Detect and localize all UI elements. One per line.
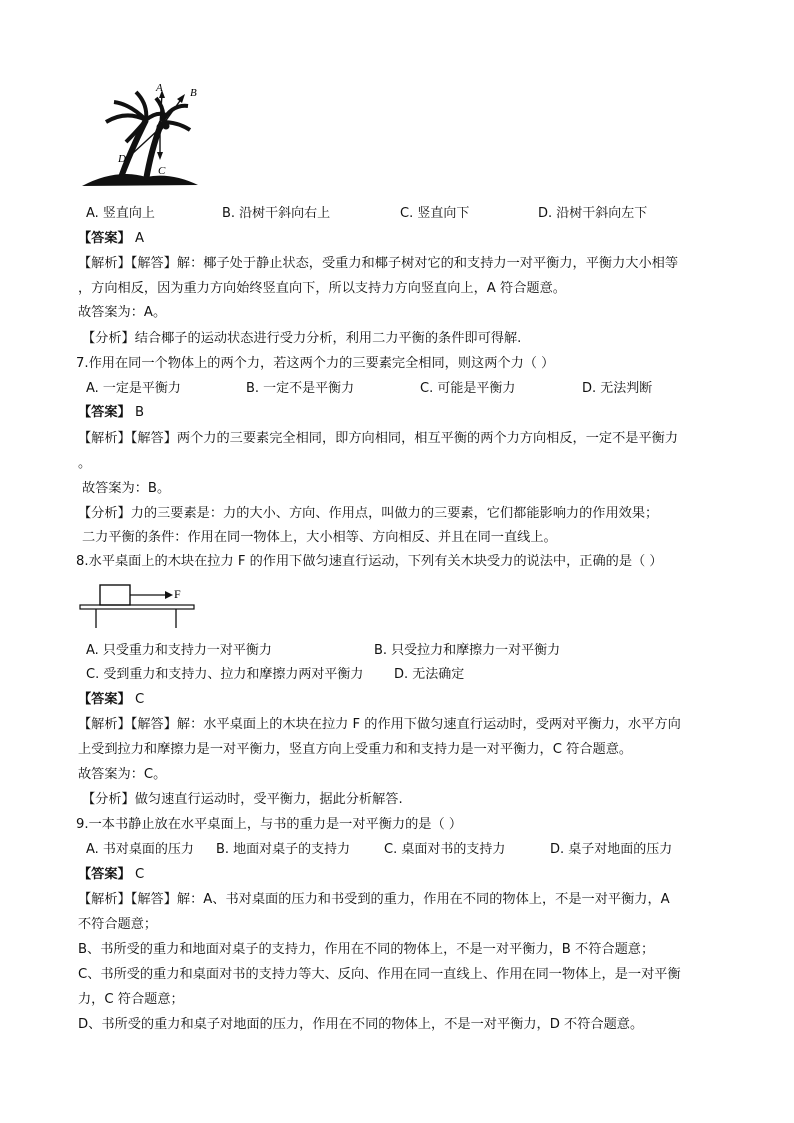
q7-analysis-line-1: 【解析】【解答】两个力的三要素完全相同，即方向相同，相互平衡的两个力方向相反，一定不是平衡力 bbox=[78, 431, 679, 446]
label-b: B bbox=[190, 87, 197, 99]
q6-analysis-line-2: ，方向相反，因为重力方向始终竖直向下，所以支持力方向竖直向上，A 符合题意。 bbox=[78, 281, 566, 296]
force-label: F bbox=[174, 587, 181, 601]
q6-answer: A bbox=[134, 231, 144, 246]
q9-answer-line bbox=[78, 866, 144, 884]
q6-analysis-line-1: 【解析】【解答】解：椰子处于静止状态，受重力和椰子树对它的和支持力一对平衡力，平衡力大小相等 bbox=[78, 256, 679, 271]
q7-answer-line bbox=[78, 404, 144, 422]
q9-analysis-line-4: C、书所受的重力和桌面对书的支持力等大、反向、作用在同一直线上、作用在同一物体上，是一对平衡 bbox=[78, 967, 681, 982]
q6-note: 【分析】结合椰子的运动状态进行受力分析，利用二力平衡的条件即可得解. bbox=[82, 331, 522, 346]
q6-answer-line bbox=[78, 230, 144, 248]
label-d: D bbox=[118, 153, 126, 165]
q9-analysis-line-1: 【解析】【解答】解：A、书对桌面的压力和书受到的重力，作用在不同的物体上，不是一对平衡力，A bbox=[78, 892, 670, 907]
q9-analysis-line-3: B、书所受的重力和地面对桌子的支持力，作用在不同的物体上，不是一对平衡力，B 不符合题意； bbox=[78, 942, 655, 957]
q8-conclusion: 故答案为：C。 bbox=[78, 767, 167, 782]
q6-option-d: D. 沿树干斜向左下 bbox=[538, 206, 648, 221]
q9-option-a: A. 书对桌面的压力 bbox=[86, 842, 194, 857]
q7-conclusion: 故答案为：B。 bbox=[82, 481, 171, 496]
q8-analysis-line-1: 【解析】【解答】解：水平桌面上的木块在拉力 F 的作用下做匀速直行运动时，受两对平衡力，水平方向 bbox=[78, 717, 681, 732]
q9-option-d: D. 桌子对地面的压力 bbox=[550, 842, 673, 857]
q9-answer: C bbox=[134, 867, 145, 882]
q8-analysis-line-2: 上受到拉力和摩擦力是一对平衡力，竖直方向上受重力和和支持力是一对平衡力，C 符合题意。 bbox=[78, 742, 633, 757]
q9-option-c: C. 桌面对书的支持力 bbox=[384, 842, 506, 857]
label-c: C bbox=[158, 165, 166, 177]
q7-note-2: 二力平衡的条件：作用在同一物体上，大小相等、方向相反、并且在同一直线上。 bbox=[82, 530, 557, 545]
q7-option-a: A. 一定是平衡力 bbox=[86, 381, 181, 396]
q6-answer-tag: 【答案】 bbox=[78, 231, 131, 246]
q8-option-b: B. 只受拉力和摩擦力一对平衡力 bbox=[374, 643, 561, 658]
q9-option-b: B. 地面对桌子的支持力 bbox=[216, 842, 351, 857]
q7-answer: B bbox=[134, 405, 145, 420]
label-a: A bbox=[156, 82, 163, 94]
q9-analysis-line-2: 不符合题意； bbox=[78, 917, 158, 932]
q8-option-a: A. 只受重力和支持力一对平衡力 bbox=[86, 643, 272, 658]
q9-analysis-line-5: 力，C 符合题意； bbox=[78, 992, 184, 1007]
q7-option-b: B. 一定不是平衡力 bbox=[246, 381, 355, 396]
q8-answer-line bbox=[78, 691, 144, 709]
q7-option-c: C. 可能是平衡力 bbox=[420, 381, 516, 396]
block-on-table-figure bbox=[78, 580, 202, 632]
q9-stem: 9.一本书静止放在水平桌面上，与书的重力是一对平衡力的是（ ） bbox=[76, 817, 463, 832]
q8-option-c: C. 受到重力和支持力、拉力和摩擦力两对平衡力 bbox=[86, 667, 364, 682]
q8-answer-tag: 【答案】 bbox=[78, 692, 131, 707]
q7-answer-tag: 【答案】 bbox=[78, 405, 131, 420]
q7-option-d: D. 无法判断 bbox=[582, 381, 653, 396]
q9-answer-tag: 【答案】 bbox=[78, 867, 131, 882]
q7-analysis-line-2: 。 bbox=[78, 456, 92, 471]
q8-note: 【分析】做匀速直行运动时，受平衡力，据此分析解答. bbox=[82, 792, 403, 807]
q6-conclusion: 故答案为：A。 bbox=[78, 305, 167, 320]
q6-option-c: C. 竖直向下 bbox=[400, 206, 470, 221]
q6-option-a: A. 竖直向上 bbox=[86, 206, 155, 221]
q8-answer: C bbox=[134, 692, 145, 707]
q9-analysis-line-6: D、书所受的重力和桌子对地面的压力，作用在不同的物体上，不是一对平衡力，D 不符合题意。 bbox=[78, 1017, 644, 1032]
palm-tree-figure bbox=[76, 82, 206, 192]
q8-option-d: D. 无法确定 bbox=[394, 667, 465, 682]
q7-stem: 7.作用在同一个物体上的两个力，若这两个力的三要素完全相同，则这两个力（ ） bbox=[76, 356, 555, 371]
q8-stem: 8.水平桌面上的木块在拉力 F 的作用下做匀速直行运动，下列有关木块受力的说法中，正确的是（ ） bbox=[76, 554, 663, 569]
q6-option-b: B. 沿树干斜向右上 bbox=[222, 206, 331, 221]
q7-note-1: 【分析】力的三要素是：力的大小、方向、作用点，叫做力的三要素，它们都能影响力的作用效果； bbox=[78, 506, 659, 521]
